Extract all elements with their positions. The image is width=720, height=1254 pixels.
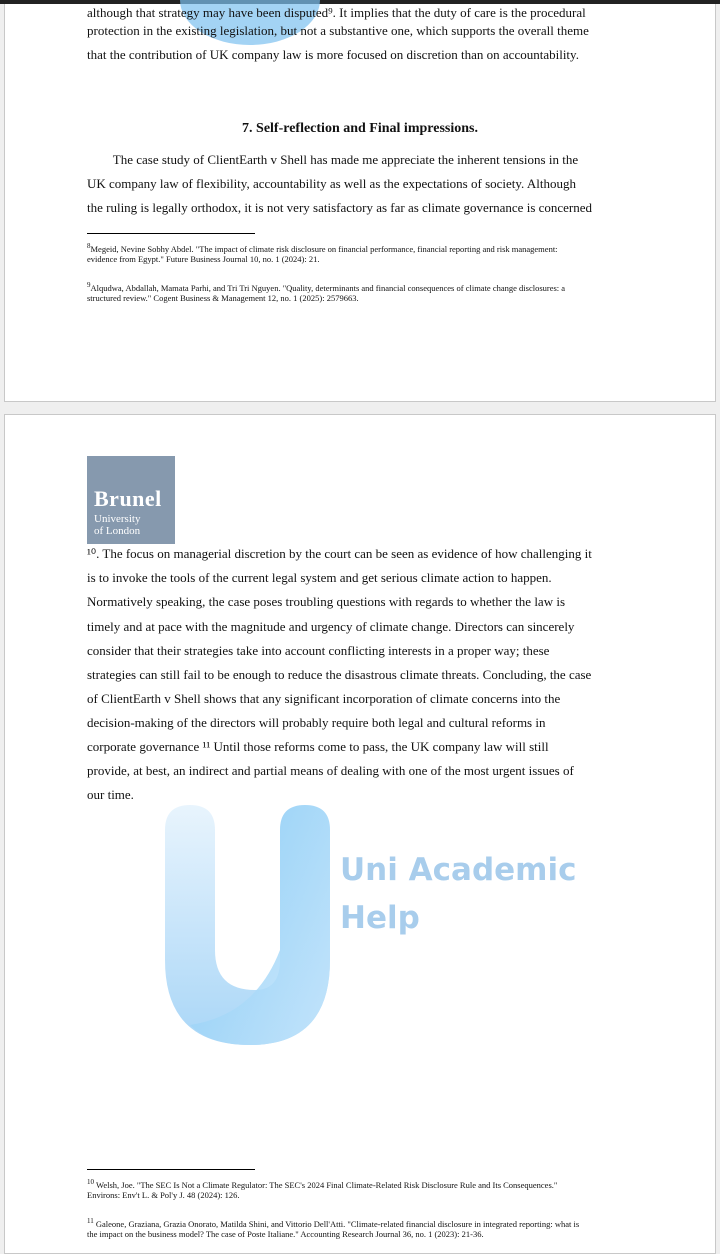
footnote-8-cont: evidence from Egypt." Future Business Journal 10, no. 1 (2024): 21. — [87, 254, 320, 264]
body-line: ¹⁰. The focus on managerial discretion by the court can be seen as evidence of how challenging it — [87, 546, 592, 561]
watermark-text-line1: Uni Academic — [340, 852, 577, 888]
body-line: Normatively speaking, the case poses troubling questions with regards to whether the law is — [87, 594, 566, 609]
body-line: consider that their strategies take into account conflicting interests in a proper way; these — [87, 643, 550, 658]
footnote-8: $^8$Megeid, Nevine Sobhy Abdel. "The impact of climate risk disclosure on financial performance, financial reporting and risk management: — [87, 242, 558, 254]
body-line: that the contribution of UK company law is more focused on discretion than on accountability. — [87, 47, 579, 62]
body-line: provide, at best, an indirect and partial means of dealing with one of the most urgent issues of — [87, 763, 574, 778]
top-bar — [0, 0, 720, 4]
body-line: timely and at pace with the magnitude and urgency of climate change. Directors can sincerely — [87, 619, 575, 634]
footnote-11: $^{11}$ Galeone, Graziana, Grazia Onorato, Matilda Shini, and Vittorio Dell'Atti. "Climate-related financial disclosure in integrated reporting: what is — [87, 1217, 580, 1229]
footnote-9: $^9$Alqudwa, Abdallah, Mamata Parhi, and Tri Tri Nguyen. "Quality, determinants and financial consequences of climate change disclosures: a — [87, 281, 566, 293]
footnote-separator — [87, 233, 255, 234]
footnote-11-cont: the impact on the business model? The case of Poste Italiane." Accounting Research Journal 36, no. 1 (2023): 21-36. — [87, 1229, 484, 1239]
body-line: the ruling is legally orthodox, it is not very satisfactory as far as climate governance is concerned — [87, 200, 593, 215]
body-line: The case study of ClientEarth v Shell has made me appreciate the inherent tensions in the — [87, 152, 579, 167]
watermark-u-logo — [160, 800, 340, 1050]
logo-subtitle: University of London — [94, 513, 141, 537]
section-heading: 7. Self-reflection and Final impressions. — [242, 121, 478, 136]
watermark-text-line2: Help — [340, 900, 420, 936]
footnote-10-cont: Environs: Env't L. & Pol'y J. 48 (2024): 126. — [87, 1190, 240, 1200]
footnote-9-cont: structured review." Cogent Business & Management 12, no. 1 (2025): 2579663. — [87, 293, 359, 303]
body-line: of ClientEarth v Shell shows that any significant incorporation of climate concerns into the — [87, 691, 561, 706]
body-line: is to invoke the tools of the current legal system and get serious climate action to happen. — [87, 570, 552, 585]
body-line: decision-making of the directors will probably require both legal and cultural reforms in — [87, 715, 546, 730]
logo-name: Brunel — [94, 486, 162, 511]
body-line: corporate governance ¹¹ Until those reforms come to pass, the UK company law will still — [87, 739, 549, 754]
body-line: although that strategy may have been disputed⁹. It implies that the duty of care is the procedural — [87, 5, 586, 20]
footnote-separator — [87, 1169, 255, 1170]
body-line: strategies can still fail to be enough to reduce the disastrous climate threats. Concluding, the case — [87, 667, 592, 682]
body-line: protection in the existing legislation, but not a substantive one, which supports the overall theme — [87, 23, 589, 38]
footnote-10: $^{10}$ Welsh, Joe. "The SEC Is Not a Climate Regulator: The SEC's 2024 Final Climate-Related Risk Disclosure Rule and Its Consequences." — [87, 1178, 558, 1190]
body-line: our time. — [87, 787, 134, 802]
brunel-logo — [87, 456, 175, 544]
body-line: UK company law of flexibility, accountability as well as the expectations of society. Although — [87, 176, 576, 191]
